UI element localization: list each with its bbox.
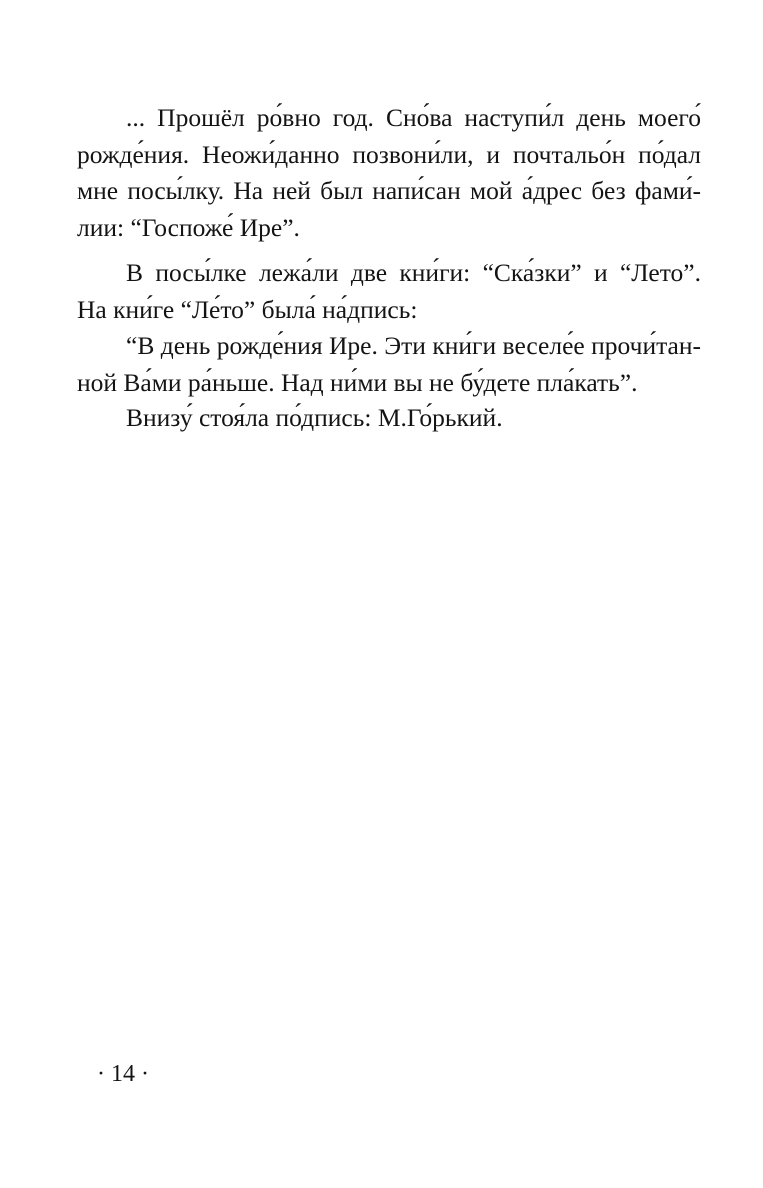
text-line: На кни́ге “Ле́то” была́ на́дпись: [77, 294, 418, 324]
text-line: рожде́ния. Неожи́данно позвони́ли, и почтальо́н по́дал [77, 139, 701, 169]
text-line: лии: “Госпоже́ Ире”. [77, 212, 300, 242]
text-line: “В день рожде́ния Ире. Эти кни́ги веселе́е прочи́тан- [126, 331, 701, 360]
page-number: · 14 · [97, 1061, 149, 1087]
signature-line: Внизу́ стоя́ла по́дпись: М.Го́рький. [126, 403, 503, 432]
story-text [77, 100, 701, 437]
text-line: В посы́лке лежа́ли две кни́ги: “Ска́зки” и “Лето”. [126, 258, 701, 287]
paragraph-4 [77, 400, 701, 437]
paragraph-1 [77, 100, 701, 246]
paragraph-3 [77, 328, 701, 401]
text-line: ... Прошёл ро́вно год. Сно́ва наступи́л день моего́ [126, 103, 701, 132]
paragraph-2 [77, 255, 701, 328]
text-line: мне посы́лку. На ней был напи́сан мой а́дрес без фами́- [77, 176, 701, 205]
text-line: ной Ва́ми ра́ньше. Над ни́ми вы не бу́дете пла́кать”. [77, 367, 638, 397]
